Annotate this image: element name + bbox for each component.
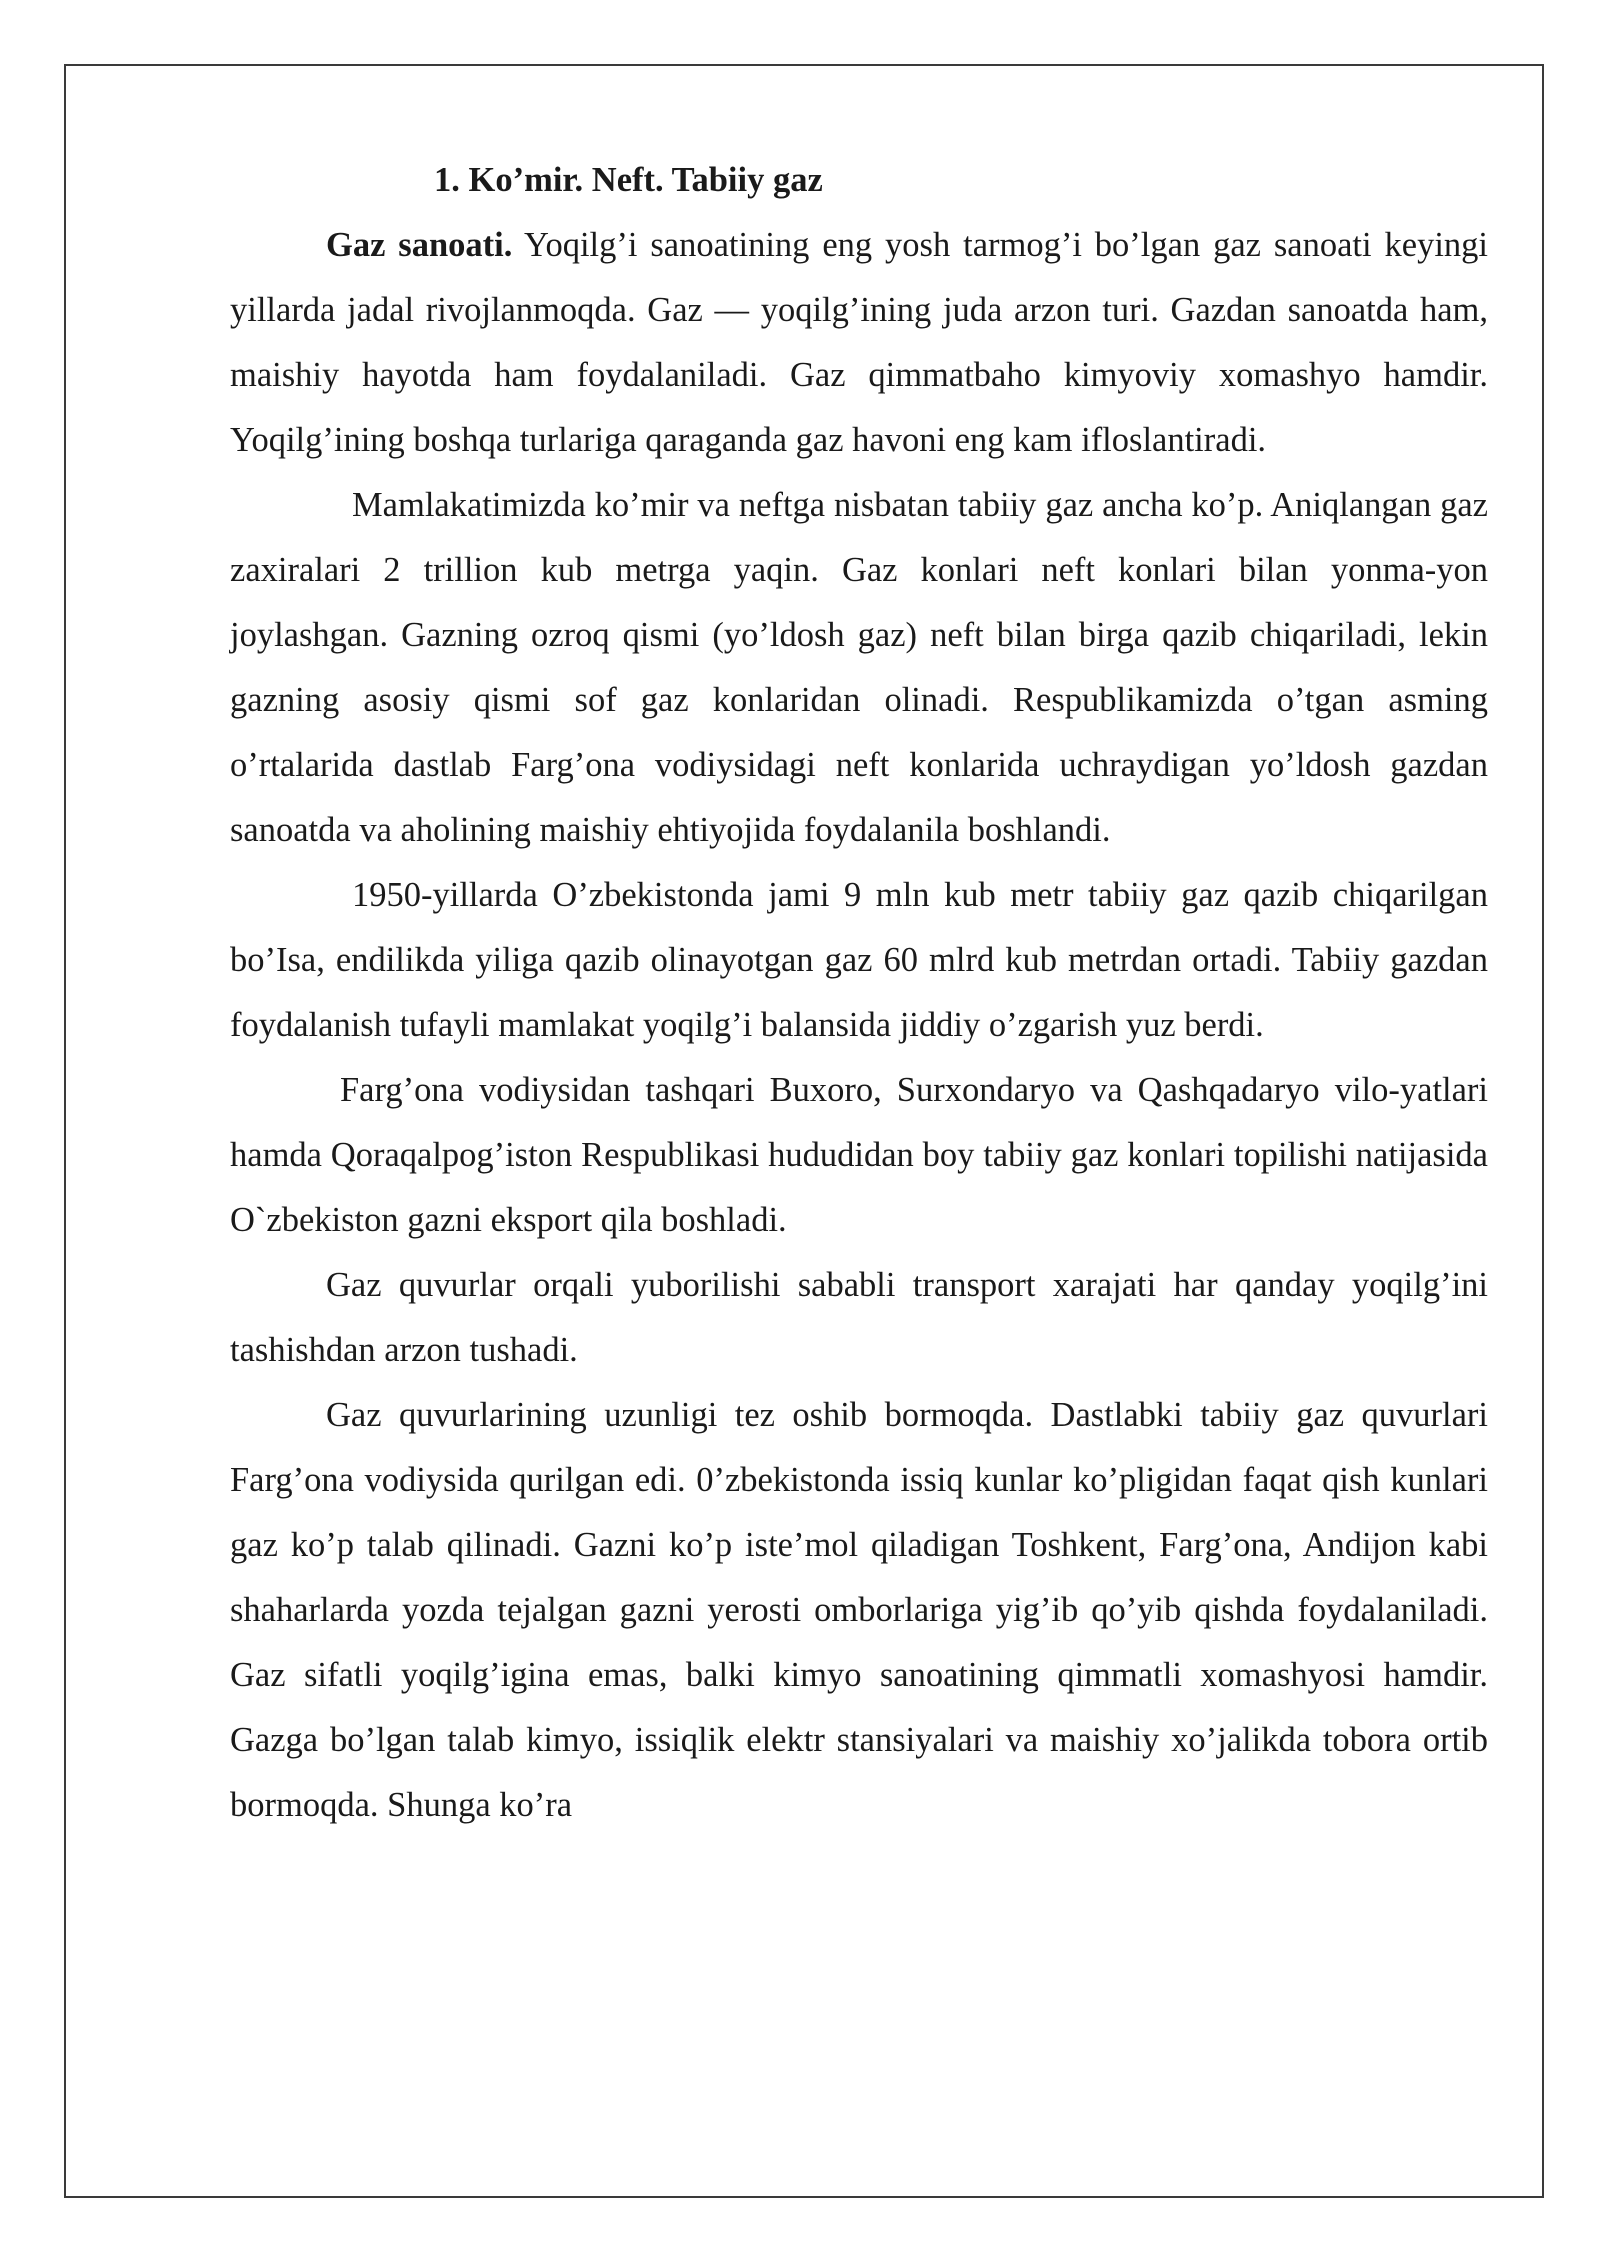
paragraph-text: 1950-yillarda O’zbekistonda jami 9 mln kub metr tabiiy gaz qazib chiqarilgan bo’Isa, endilikda yiliga qazib olinayotgan gaz 60 mlrd kub metrdan ortadi. Tabiiy gazdan foydalanish tufayli mamlakat yoqilg’i balansida jiddiy o’zgarish yuz berdi. [230, 876, 1488, 1044]
paragraph-transport [230, 1253, 1488, 1383]
document-title: 1. Ko’mir. Neft. Tabiiy gaz [434, 161, 823, 199]
paragraph-text: Yoqilg’i sanoatining eng yosh tarmog’i bo’lgan gaz sanoati keyingi yillarda jadal rivojlanmoqda. Gaz — yoqilg’ining juda arzon turi. Gazdan sanoatda ham, maishiy hayotda ham foydalaniladi. Gaz qimmatbaho kimyoviy xomashyo hamdir. Yoqilg’ining boshqa turlariga qaraganda gaz havoni eng kam ifloslantiradi. [230, 226, 1488, 459]
paragraph-reserves [230, 473, 1488, 863]
paragraph-export [230, 1058, 1488, 1253]
paragraph-text: Gaz quvurlarining uzunligi tez oshib bormoqda. Dastlabki tabiiy gaz quvurlari Farg’ona vodiysida qurilgan edi. 0’zbekistonda issiq kunlar ko’pligidan faqat qish kunlari gaz ko’p talab qilinadi. Gazni ko’p iste’mol qiladigan Toshkent, Farg’ona, Andijon kabi shaharlarda yozda tejalgan gazni yerosti omborlariga yig’ib qo’yib qishda foydalaniladi. Gaz sifatli yoqilg’igina emas, balki kimyo sanoatining qimmatli xomashyosi hamdir. Gazga bo’lgan talab kimyo, issiqlik elektr stansiyalari va maishiy xo’jalikda tobora ortib bormoqda. Shunga ko’ra [230, 1396, 1488, 1824]
paragraph-pipelines [230, 1383, 1488, 1838]
paragraph-text: Farg’ona vodiysidan tashqari Buxoro, Surxondaryo va Qashqadaryo vilo-yatlari hamda Qoraqalpog’iston Respublikasi hududidan boy tabiiy gaz konlari topilishi natijasida O`zbekiston gazni eksport qila boshladi. [230, 1071, 1488, 1239]
paragraph-lead: Gaz sanoati. [326, 226, 513, 264]
paragraph-text: Mamlakatimizda ko’mir va neftga nisbatan tabiiy gaz ancha ko’p. Aniqlangan gaz zaxiralari 2 trillion kub metrga yaqin. Gaz konlari neft konlari bilan yonma-yon joylashgan. Gazning ozroq qismi (yo’ldosh gaz) neft bilan birga qazib chiqariladi, lekin gazning asosiy qismi sof gaz konlaridan olinadi. Respublikamizda o’tgan asming o’rtalarida dastlab Farg’ona vodiysidagi neft konlarida uchraydigan yo’ldosh gazdan sanoatda va aholining maishiy ehtiyojida foydalanila boshlandi. [230, 486, 1488, 849]
document-body [230, 148, 1488, 1838]
paragraph-history [230, 863, 1488, 1058]
paragraph-gas-industry [230, 213, 1488, 473]
paragraph-text: Gaz quvurlar orqali yuborilishi sababli transport xarajati har qanday yoqilg’ini tashishdan arzon tushadi. [230, 1266, 1488, 1369]
